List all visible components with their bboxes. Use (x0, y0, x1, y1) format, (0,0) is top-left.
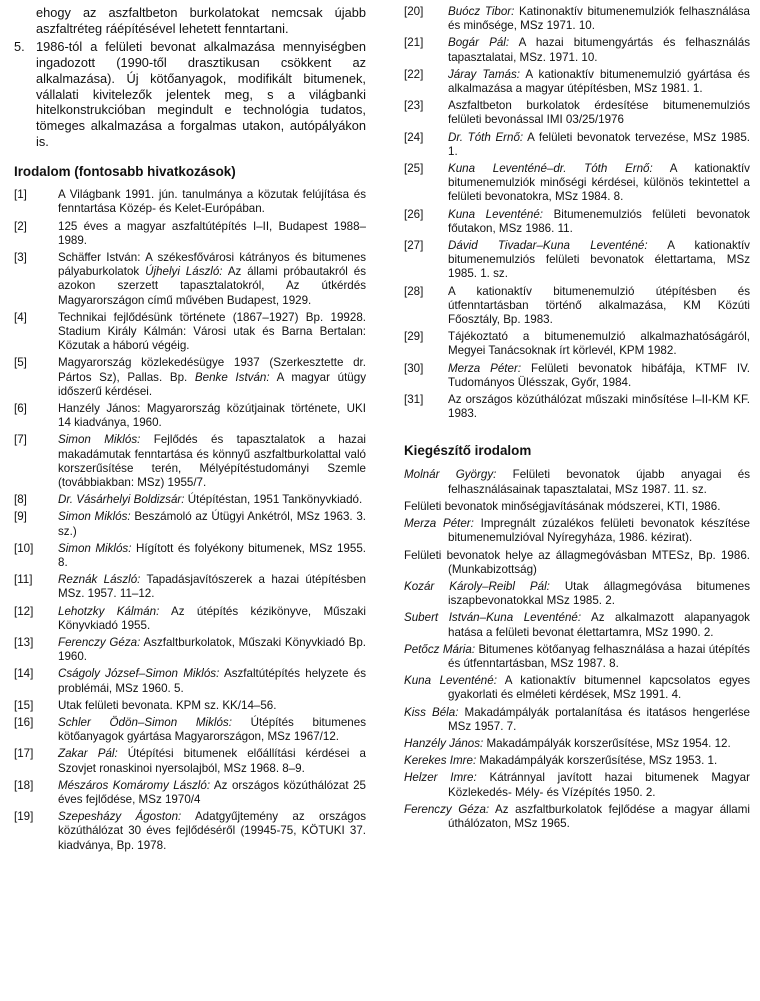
reference-body: A magyar útügy időszerű kérdései. (58, 370, 366, 398)
supplementary-body: Makadámpályák korszerűsítése, MSz 1953. 1. (479, 754, 718, 768)
intro-item-5 (14, 39, 366, 150)
reference-body: Felületi bevonatok hibáfája, KTMF IV. Tudományos Ülésszak, Győr, 1984. (448, 361, 750, 389)
reference-body: Technikai fejlődésünk története (1867–1927) Bp. 19928. Stadium Király Kálmán: Városi utak és Barna Bertalan: Közutak a háború végéig. (58, 310, 366, 353)
intro-continuation-text: ehogy az aszfaltbeton burkolatokat nemcsak újabb aszfaltréteg ráépítésével lehetett fenntartani. (36, 5, 366, 36)
reference-body: Az állami próbautakról és azokon szerzett tapasztalatokról, Az útkérdés Magyarországon című művében Budapest, 1929. (58, 265, 367, 307)
reference-text (448, 99, 750, 127)
supplementary-body: Bitumenes kötőanyag felhasználása a hazai útépítés és útfenntartásban, MSz 1987. 8. (448, 642, 750, 670)
reference-text (448, 208, 750, 236)
reference-body: Aszfaltburkolatok, Műszaki Könyvkiadó Bp. 1960. (58, 636, 366, 664)
reference-number: [20] (404, 5, 424, 18)
reference-author: Reznák László: (58, 573, 141, 587)
supplementary-item (404, 754, 750, 768)
reference-author: Merza Péter: (448, 361, 522, 375)
reference-item (14, 433, 366, 490)
reference-number: [7] (14, 433, 27, 447)
reference-item (14, 810, 366, 853)
reference-number: [3] (14, 250, 27, 264)
reference-text (58, 716, 366, 744)
reference-number: [25] (404, 162, 424, 176)
reference-text (448, 162, 750, 205)
reference-item (404, 36, 750, 64)
reference-text (58, 433, 366, 490)
reference-item (404, 208, 750, 236)
reference-body: A kationaktív bitumenemulzió útépítésben és útfenntartásban történő alkalmazása, KM Közúti Főosztály, Bp. 1983. (448, 284, 750, 327)
reference-author: Schler Ödön–Simon Miklós: (58, 716, 232, 730)
reference-author: Szepesházy Ágoston: (58, 810, 182, 824)
reference-item (14, 493, 366, 507)
supplementary-author: Kerekes Imre: (404, 754, 477, 768)
supplementary-author: Kiss Béla: (404, 705, 459, 719)
supplementary-author: Petőcz Mária: (404, 642, 476, 656)
reference-number: [13] (14, 636, 34, 650)
supplementary-author: Ferenczy Géza: (404, 802, 490, 816)
reference-body: Bitumenemulziós felületi bevonatok főutakon, MSz 1986. 11. (448, 207, 750, 235)
supplementary-author: Helzer Imre: (404, 771, 477, 785)
supplementary-author: Kuna Leventéné: (404, 674, 497, 688)
reference-number: [11] (14, 573, 33, 587)
reference-body: Hanzély János: Magyarország közútjainak története, UKI 14 kiadványa, 1960. (58, 402, 366, 430)
supplementary-item (404, 771, 750, 799)
reference-author: Ferenczy Géza: (58, 636, 141, 650)
reference-author: Zakar Pál: (58, 747, 118, 761)
reference-body: A felületi bevonatok tervezése, MSz 1985. 1. (448, 130, 750, 158)
reference-item (404, 68, 750, 96)
reference-number: [5] (14, 356, 27, 370)
supplementary-item (404, 549, 750, 577)
reference-item (14, 573, 366, 601)
reference-body: Útépítés bitumenes kötőanyagok gyártása Magyarországon, MSz 1967/12. (58, 716, 366, 744)
reference-author: Simon Miklós: (58, 433, 141, 447)
supplementary-body: Az aszfaltburkolatok fejlődése a magyar állami úthálózaton, MSz 1965. (448, 802, 750, 830)
supplementary-item (404, 500, 750, 514)
reference-item (404, 162, 750, 205)
supplementary-item (404, 674, 750, 702)
reference-body: 125 éves a magyar aszfaltútépítés I–II, Budapest 1988–1989. (58, 219, 366, 247)
supplementary-item (404, 803, 750, 831)
reference-item (14, 779, 366, 807)
reference-number: [8] (14, 493, 27, 507)
reference-body: Tapadásjavítószerek a hazai útépítésben MSz. 1957. 11–12. (58, 573, 367, 601)
reference-text (58, 573, 366, 601)
reference-number: [17] (14, 747, 34, 761)
reference-number: [28] (404, 284, 424, 298)
reference-text (58, 636, 366, 664)
reference-body: Utak felületi bevonata. KPM sz. KK/14–56. (58, 698, 277, 712)
reference-text (58, 493, 366, 507)
reference-author: Újhelyi László: (145, 265, 223, 279)
reference-body: A kationaktív bitumenemulzió gyártása és alkalmazása a magyar útépítésben, MSz 1981. 1. (448, 67, 750, 96)
reference-body: A Világbank 1991. jún. tanulmánya a közutak felújítása és fenntartása Közép- és Kelet-Európában. (58, 188, 366, 216)
reference-text (58, 356, 366, 399)
references-list-right (404, 5, 750, 421)
reference-text (58, 810, 366, 853)
reference-item (14, 311, 366, 354)
supplementary-author: Subert István–Kuna Leventéné: (404, 611, 582, 625)
reference-text (58, 402, 366, 430)
reference-body: Fejlődés és tapasztalatok a hazai makadámutak fenntartása és könnyű aszfaltburkolattal való korszerűsítése terén, Mélyépítéstudományi Szemle (továbbiakban: MSz) 1955/7. (58, 433, 366, 490)
reference-number: [21] (404, 36, 424, 50)
reference-item (14, 605, 366, 633)
supplementary-body: Felületi bevonatok helye az állagmegóvásban MTESz, Bp. 1986. (Munkabizottság) (404, 548, 750, 576)
reference-number: [4] (14, 310, 27, 324)
reference-number: [12] (14, 604, 34, 618)
reference-text (58, 779, 366, 807)
reference-author: Kuna Leventéné–dr. Tóth Ernő: (448, 162, 653, 176)
reference-author: Benke István: (194, 370, 270, 384)
references-list-left (14, 188, 366, 853)
reference-item (14, 220, 366, 248)
reference-prefix: Schäffer István: A székesfővárosi kátrányos és bitumenes pályaburkolatok (58, 250, 366, 279)
reference-author: Mészáros Komáromy László: (58, 778, 211, 792)
reference-body: Az országos közúthálózat műszaki minősítése I–II-KM KF. 1983. (448, 393, 750, 421)
reference-number: [24] (404, 130, 424, 144)
reference-number: [26] (404, 207, 424, 221)
reference-author: Kuna Leventéné: (448, 207, 544, 221)
supplementary-body: Makadámpályák portalanítása és itatásos hengerlése MSz 1957. 7. (448, 705, 750, 733)
reference-item (14, 356, 366, 399)
reference-number: [9] (14, 510, 27, 524)
reference-text (58, 510, 366, 538)
supplementary-body: Utak állagmegóvása bitumenes iszapbevonatokkal MSz 1985. 2. (448, 579, 750, 608)
reference-item (404, 131, 750, 159)
reference-number: [22] (404, 67, 424, 81)
reference-body: Az országos közúthálózat 25 éves fejlődése, MSz 1970/4 (58, 778, 366, 807)
reference-body: Adatgyűjtemény az országos közúthálózat 30 éves fejlődéséről (19945-75, KÖTUKI 37. kiadványa, Bp. 1978. (58, 810, 366, 852)
reference-author: Dr. Vásárhelyi Boldizsár: (58, 493, 185, 507)
reference-item (404, 239, 750, 282)
reference-number: [29] (404, 330, 424, 344)
reference-author: Buócz Tibor: (448, 5, 515, 18)
reference-body: Tájékoztató a bitumenemulzió alkalmazhatóságáról, Megyei Tanácsoknak írt körlevél, KPM 1982. (448, 330, 750, 358)
supplementary-item (404, 706, 750, 734)
reference-body: Katinonaktív bitumenemulziók felhasználása és minősége, MSz 1971. 10. (448, 5, 750, 33)
reference-number: [6] (14, 402, 27, 415)
reference-item (14, 251, 366, 308)
reference-body: Az útépítés kézikönyve, Műszaki Könyvkiadó 1955. (58, 604, 366, 632)
reference-body: A hazai bitumengyártás és felhasználás tapasztalatai, MSz. 1971. 10. (448, 36, 751, 64)
reference-number: [30] (404, 361, 424, 375)
reference-author: Járay Tamás: (448, 67, 520, 81)
intro-item-number: 5. (14, 38, 25, 54)
reference-number: [27] (404, 239, 424, 253)
supplementary-author: Kozár Károly–Reibl Pál: (404, 579, 550, 593)
supplementary-body: A kationaktív bitumennel kapcsolatos egyes gyakorlati és elméleti kérdések, MSz 1991. 4. (448, 674, 750, 702)
reference-text (58, 605, 366, 633)
reference-number: [31] (404, 393, 424, 407)
reference-number: [15] (14, 698, 34, 712)
reference-text (448, 330, 750, 358)
supplementary-body: Felületi bevonatok újabb anyagai és felhasználásainak tapasztalatai, MSz 1987. 11. sz. (448, 468, 750, 496)
reference-item (404, 362, 750, 390)
right-column (404, 0, 750, 834)
reference-author: Dr. Tóth Ernő: (448, 130, 524, 144)
reference-body: Aszfaltútépítés helyzete és problémái, MSz 1960. 5. (58, 667, 366, 695)
reference-number: [1] (14, 188, 27, 202)
reference-body: Hígított és folyékony bitumenek, MSz 1955. 8. (58, 541, 367, 570)
supplementary-item (404, 580, 750, 608)
reference-author: Lehotzky Kálmán: (58, 604, 160, 618)
reference-text (58, 699, 366, 713)
intro-continuation (14, 5, 366, 37)
reference-item (14, 716, 366, 744)
reference-author: Simon Miklós: (58, 510, 131, 524)
reference-item (404, 330, 750, 358)
supplementary-body: Felületi bevonatok minőségjavításának módszerei, KTI, 1986. (404, 499, 721, 513)
left-column (14, 0, 366, 856)
supplementary-item (404, 468, 750, 496)
reference-number: [2] (14, 219, 27, 233)
reference-text (448, 285, 750, 328)
reference-author: Bogár Pál: (448, 36, 510, 50)
reference-number: [19] (14, 810, 34, 824)
reference-prefix: Magyarország közlekedésügye 1937 (Szerkesztette dr. Pártos Sz), Pallas. Bp. (58, 356, 366, 384)
supplementary-author: Molnár György: (404, 468, 497, 482)
reference-text (58, 667, 366, 695)
reference-text (58, 311, 366, 354)
reference-item (404, 393, 750, 421)
reference-text (448, 239, 750, 282)
supplementary-list (404, 468, 750, 831)
reference-body: Aszfaltbeton burkolatok érdesítése bitumenemulziós felületi bevonással IMI 03/25/1976 (448, 99, 750, 127)
reference-item (14, 667, 366, 695)
reference-item (14, 699, 366, 713)
supplementary-title: Kiegészítő irodalom (404, 443, 532, 459)
supplementary-item (404, 517, 750, 545)
supplementary-author: Merza Péter: (404, 517, 474, 531)
reference-number: [14] (14, 667, 34, 681)
reference-item (14, 747, 366, 775)
reference-item (14, 542, 366, 570)
supplementary-author: Hanzély János: (404, 736, 484, 750)
reference-body: A kationaktív bitumenemulziós felületi bevonatok élettartama, MSz 1985. 1. sz. (448, 239, 750, 281)
reference-number: [10] (14, 541, 34, 555)
reference-text (58, 188, 366, 216)
reference-text (58, 747, 366, 775)
reference-body: Beszámoló az Útügyi Ankétról, MSz 1963. 3. sz.) (58, 510, 366, 538)
reference-body: Útépítéstan, 1951 Tankönyvkiadó. (187, 493, 363, 507)
reference-author: Cságoly József–Simon Miklós: (58, 667, 220, 681)
supplementary-item (404, 611, 750, 639)
reference-text (448, 36, 750, 64)
reference-text (448, 362, 750, 390)
reference-text (58, 542, 366, 570)
supplementary-body: Az alkalmazott alapanyagok hatása a felületi bevonat élettartamra, MSz 1990. 2. (448, 611, 750, 639)
reference-author: Simon Miklós: (58, 541, 132, 555)
reference-text (58, 220, 366, 248)
reference-item (14, 188, 366, 216)
reference-text (448, 393, 750, 421)
reference-body: Útépítési bitumenek előállítási kérdései a Szovjet ronaskinoi nyersolajból, MSz 1968. 8–9. (58, 747, 366, 775)
references-title: Irodalom (fontosabb hivatkozások) (14, 164, 236, 180)
supplementary-item (404, 643, 750, 671)
reference-item (404, 5, 750, 33)
reference-text (448, 131, 750, 159)
reference-item (14, 510, 366, 538)
reference-text (448, 5, 750, 33)
supplementary-body: Makadámpályák korszerűsítése, MSz 1954. 12. (486, 736, 731, 750)
reference-number: [18] (14, 778, 34, 792)
reference-body: A kationaktív bitumenemulziók minőségi kérdései, különös tekintettel a felületi bevonatokra, MSz 1984. 8. (448, 162, 750, 204)
reference-number: [16] (14, 716, 34, 730)
reference-item (14, 402, 366, 430)
supplementary-item (404, 737, 750, 751)
reference-text (448, 68, 750, 96)
reference-author: Dávid Tivadar–Kuna Leventéné: (448, 239, 648, 253)
reference-item (404, 99, 750, 127)
supplementary-body: Kátránnyal javított hazai bitumenek Magyar Közlekedés- Mély- és Vízépítés 1950. 2. (448, 771, 750, 799)
supplementary-body: Impregnált zúzalékos felületi bevonatok készítése bitumenemulzióval Nyíregyháza, 1986. kézirat). (448, 517, 750, 545)
reference-item (404, 285, 750, 328)
reference-text (58, 251, 366, 308)
intro-item-text: 1986-tól a felületi bevonat alkalmazása mennyiségben ingadozott (1990-től drasztikusan csökkent az alkalmazása). Új kötőanyagok, modifikált bitumenek, vállalati kivitelezők jelentek meg, s a világbanki hitelkonstrukcióban megindult e technológia tudatos, tömeges alkalmazása a forgalmas utakon, autópályákon is. (36, 38, 366, 150)
reference-item (14, 636, 366, 664)
reference-number: [23] (404, 99, 424, 113)
